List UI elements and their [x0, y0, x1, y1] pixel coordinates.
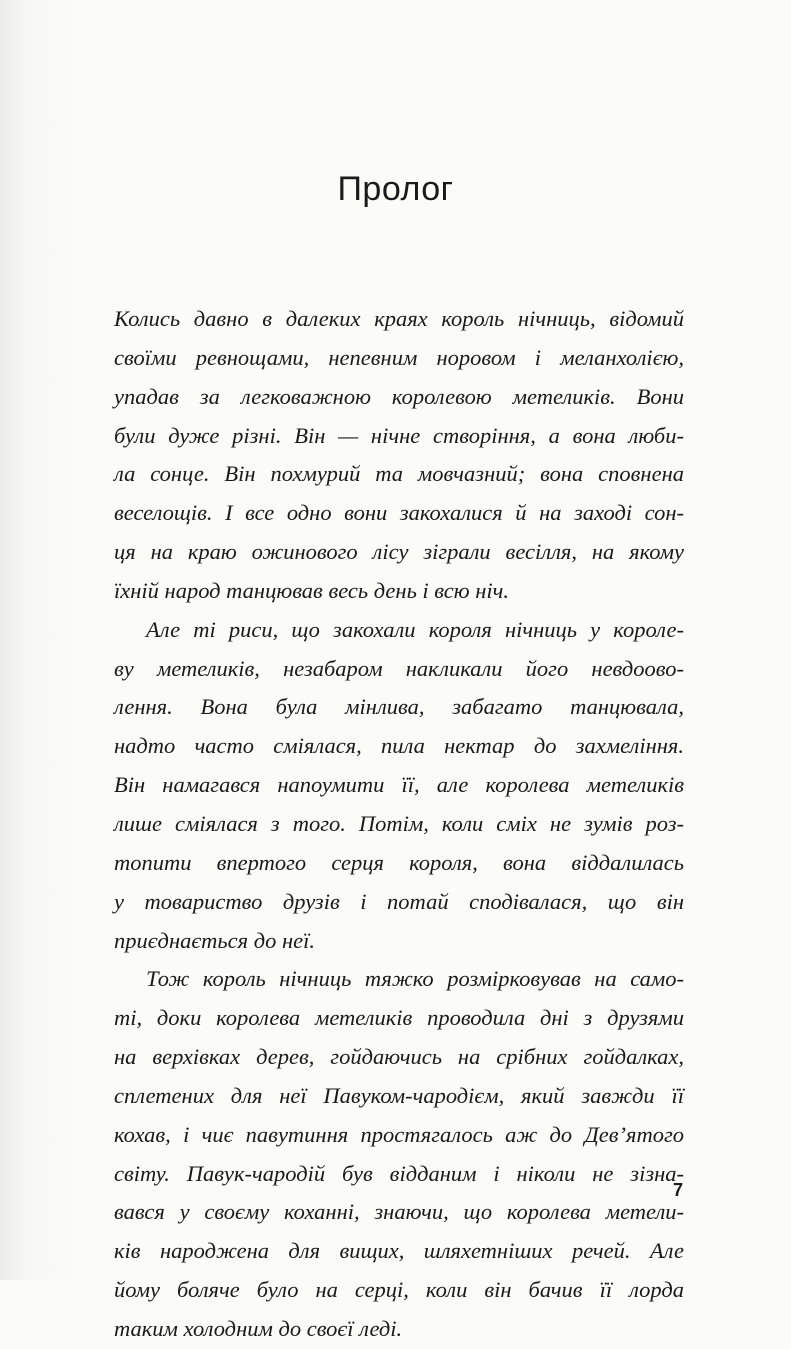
- text-line: їхній народ танцював весь день і всю ніч.: [114, 577, 510, 603]
- text-line: ця на краю ожинового лісу зіграли весілля, на якому: [114, 539, 684, 565]
- prologue-text: [114, 300, 684, 1349]
- text-line: світу. Павук-чародій був відданим і ніколи не зізна-: [114, 1160, 684, 1186]
- text-line: своїми ревнощами, непевним норовом і меланхолією,: [114, 344, 684, 370]
- text-line: ті, доки королева метеликів проводила дні з друзями: [114, 1005, 684, 1031]
- text-line: вався у своєму коханні, знаючи, що королева метели-: [114, 1199, 684, 1225]
- text-line: йому боляче було на серці, коли він бачив її лорда: [114, 1277, 684, 1303]
- chapter-title: Пролог: [337, 170, 454, 208]
- text-line: кохав, і чиє павутиння простягалось аж до Дев’ятого: [114, 1121, 684, 1147]
- text-line: Він намагався напоумити її, але королева метеликів: [114, 772, 684, 798]
- text-line: Тож король нічниць тяжко розмірковував на само-: [146, 966, 684, 992]
- text-line: топити впертого серця короля, вона віддалилась: [114, 849, 684, 875]
- text-line: Але ті риси, що закохали короля нічниць у короле-: [146, 616, 684, 642]
- text-line: Колись давно в далеких краях король нічниць, відомий: [114, 306, 684, 331]
- text-line: упадав за легковажною королевою метеликів. Вони: [114, 383, 684, 409]
- text-line: ву метеликів, незабаром накликали його невдоово-: [114, 655, 684, 681]
- text-line: лення. Вона була мінлива, забагато танцювала,: [114, 694, 684, 720]
- text-line: ків народжена для вищих, шляхетніших речей. Але: [114, 1238, 684, 1264]
- page-number: 7: [672, 1180, 683, 1200]
- text-line: були дуже різні. Він — нічне створіння, а вона люби-: [114, 422, 684, 448]
- text-line: приєднається до неї.: [114, 927, 316, 953]
- text-line: надто часто сміялася, пила нектар до захмеління.: [114, 733, 684, 759]
- text-line: ла сонце. Він похмурий та мовчазний; вона сповнена: [114, 461, 684, 487]
- text-line: у товариство друзів і потай сподівалася, що він: [114, 888, 684, 914]
- text-line: на верхівках дерев, гойдаючись на срібних гойдалках,: [114, 1044, 684, 1070]
- text-line: сплетених для неї Павуком-чародієм, який завжди її: [114, 1082, 684, 1108]
- text-line: веселощів. І все одно вони закохалися й на заході сон-: [114, 500, 684, 526]
- text-line: таким холодним до своєї леді.: [114, 1315, 403, 1341]
- text-line: лише сміялася з того. Потім, коли сміх не зумів роз-: [114, 810, 684, 836]
